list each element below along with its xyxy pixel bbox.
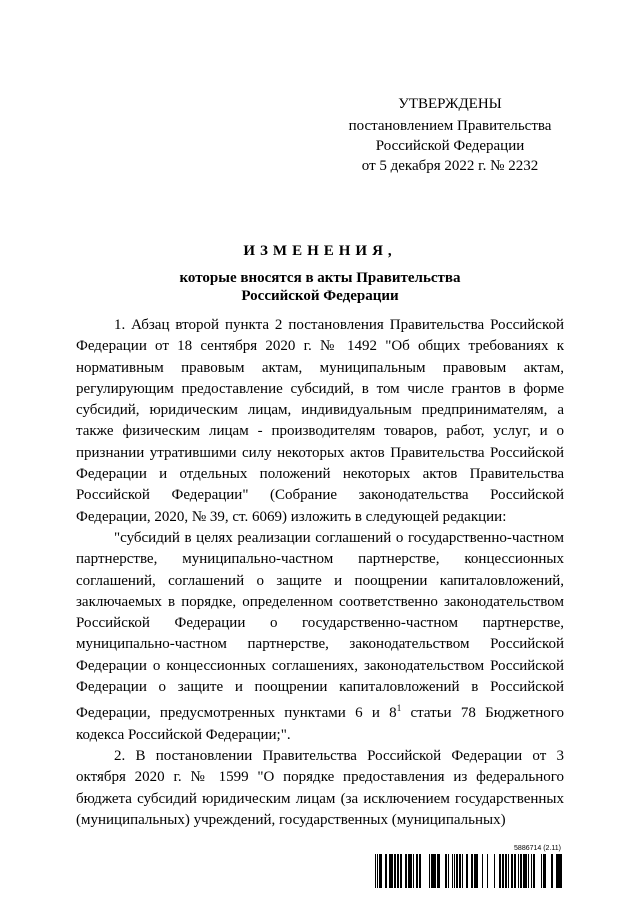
title-subtitle-line: которые вносятся в акты Правительства [179,270,461,286]
quote-text: "субсидий в целях реализации соглашений о государственно-частном партнерстве, муниципально-частном партнерстве, концессионных соглашений, соглашений о защите и поощрении капиталовложений, заключаемых в порядке, определенном соответственно законодательством Российской Федерации о государственно-частном партнерстве, муниципально-частном партнерстве, законодательством Российской Федерации о концессионных соглашениях, законодательством Российской Федерации о защите и поощрении капиталовложений в Российской Федерации, предусмотренных пунктами 6 и 8 [76,529,564,722]
paragraph-quote [76,528,564,746]
paragraph-2: 2. В постановлении Правительства Российской Федерации от 3 октября 2020 г. № 1599 "О порядке предоставления из федерального бюджета субсидий юридическим лицам (за исключением государственных (муниципальных) учреждений, государственных (муниципальных) [76,747,564,828]
document-body [76,315,564,831]
title-subtitle [0,269,640,305]
barcode-icon [375,854,565,888]
barcode-id: 5886714 (2.11) [514,845,561,852]
superscript: 1 [396,703,402,714]
approval-line: Российской Федерации [375,138,525,154]
paragraph-1: 1. Абзац второй пункта 2 постановления Правительства Российской Федерации от 18 сентября 2020 г. № 1492 "Об общих требованиях к нормативным правовым актам, муниципальным правовым актам, регулирующим предоставление субсидий, в том числе грантов в форме субсидий, юридическим лицам, индивидуальным предпринимателям, а также физическим лицам - производителям товаров, работ, услуг, и о признании утратившими силу некоторых актов Правительства Российской Федерации и отдельных положений некоторых актов Правительства Российской Федерации" (Собрание законодательства Российской Федерации, 2020, № 39, ст. 6069) изложить в следующей редакции: [76,317,564,525]
approval-date-line: от 5 декабря 2022 г. № 2232 [361,158,539,174]
quote-text-end: статьи 78 Бюджетного кодекса Российской Федерации;". [76,705,564,743]
approval-line: постановлением Правительства [348,118,552,134]
title-subtitle-line: Российской Федерации [241,288,399,304]
approval-block [340,94,560,176]
approval-heading: УТВЕРЖДЕНЫ [398,96,502,112]
barcode-block [375,845,565,889]
document-title [0,241,640,305]
title-main: ИЗМЕНЕНИЯ, [243,243,397,259]
